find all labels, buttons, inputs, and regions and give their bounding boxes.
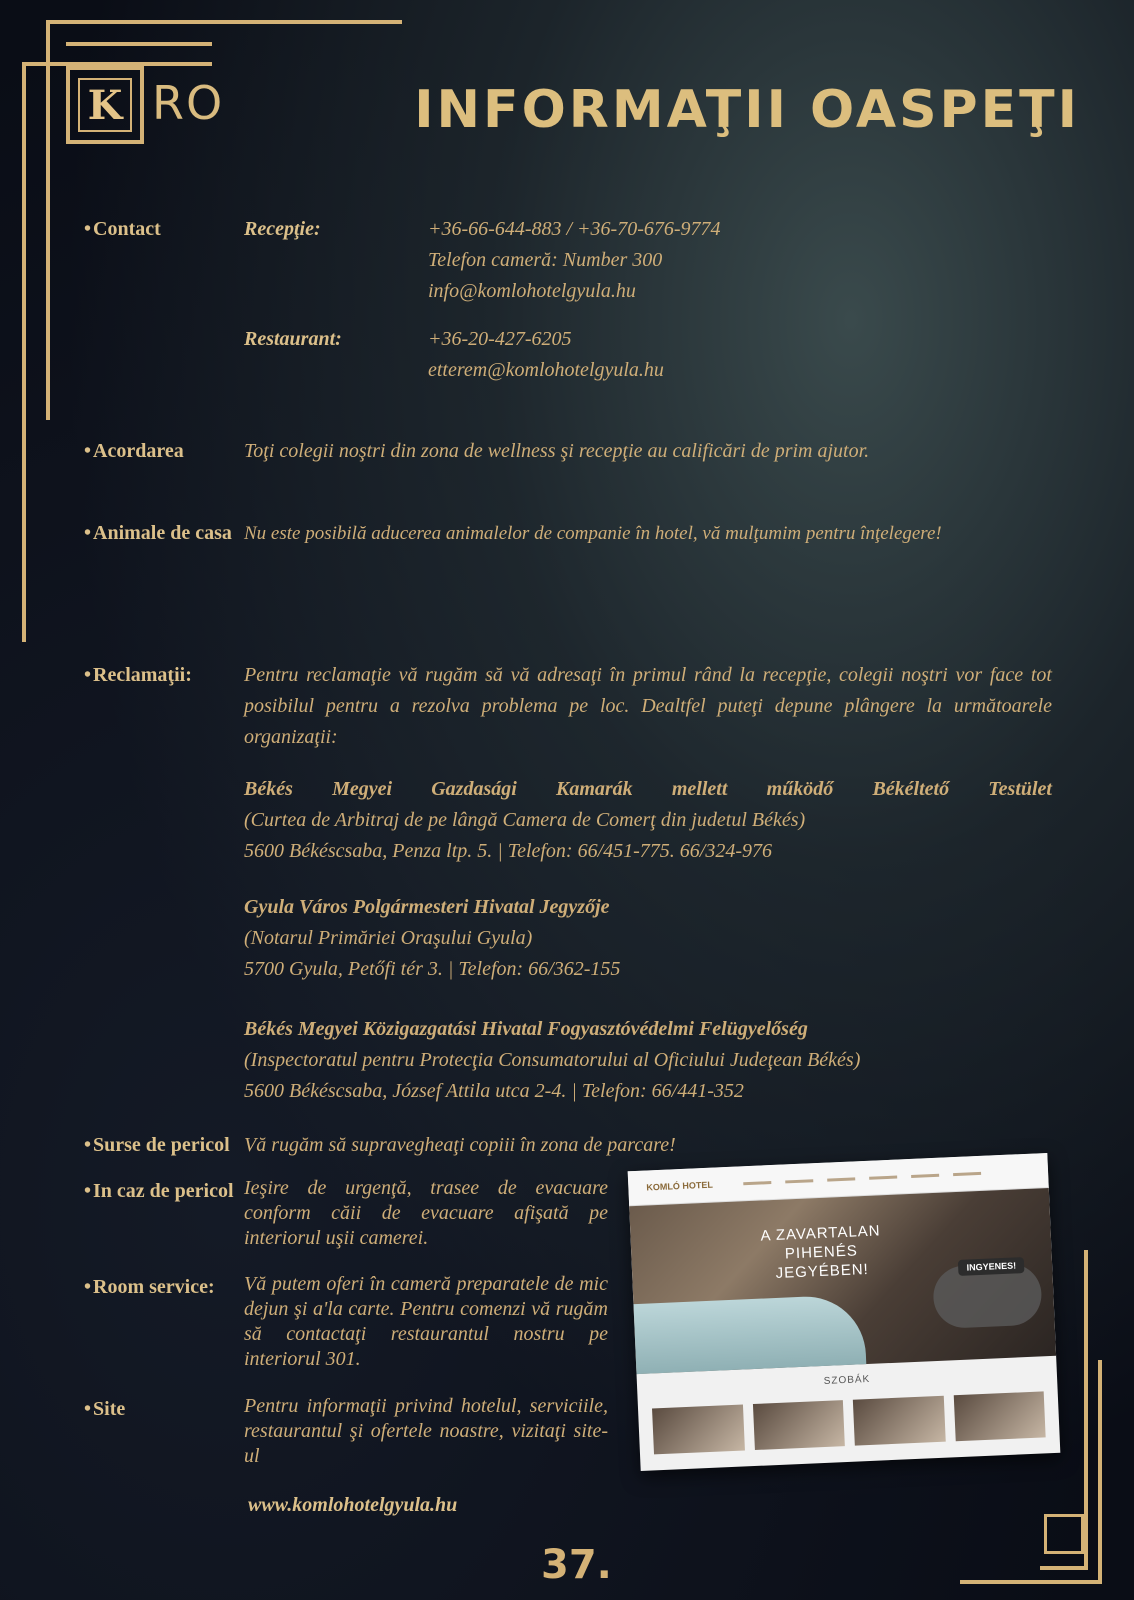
reception-label: Recepţie: [244, 218, 321, 240]
hotel-logo [66, 66, 144, 144]
pets-text: Nu este posibilă aducerea animalelor de companie în hotel, vă mulţumim pentru înţelegere! [244, 523, 942, 544]
org1-ro: (Curtea de Arbitraj de pe lângă Camera de Comerţ din judetul Békés) [244, 809, 806, 831]
emergency-label: • In caz de pericol [84, 1180, 234, 1203]
frame-bottom-right-h2 [1040, 1566, 1088, 1570]
reception-email: info@komlohotelgyula.hu [428, 280, 636, 302]
org3-name: Békés Megyei Közigazgatási Hivatal Fogyasztóvédelmi Felügyelőség [244, 1018, 808, 1040]
frame-top-mid [66, 42, 212, 46]
site-url[interactable]: www.komlohotelgyula.hu [248, 1494, 458, 1516]
restaurant-email: etterem@komlohotelgyula.hu [428, 359, 664, 381]
contact-label: • Contact [84, 218, 161, 241]
first-aid-label: • Acordarea [84, 440, 184, 463]
frame-top-outer [46, 20, 402, 24]
org1 [244, 774, 1052, 867]
restaurant-phone: +36-20-427-6205 [428, 328, 572, 350]
hazards-text: Vă rugăm să supravegheaţi copiii în zona de parcare! [244, 1134, 676, 1156]
restaurant-label: Restaurant: [244, 328, 342, 350]
page-title: INFORMAŢII OASPEŢI [414, 80, 1080, 140]
org3 [244, 1014, 1052, 1107]
first-aid-text: Toţi colegii noştri din zona de wellness şi recepţie au calificări de prim ajutor. [244, 440, 870, 462]
reception-details [428, 214, 721, 307]
screenshot-logo: KOMLÓ HOTEL [646, 1179, 714, 1193]
screenshot-section-title: SZOBÁK [823, 1373, 871, 1387]
screenshot-nav [743, 1171, 981, 1184]
reception-phone: +36-66-644-883 / +36-70-676-9774 [428, 218, 721, 240]
org3-ro: (Inspectoratul pentru Protecţia Consumatorului al Oficiului Judeţean Békés) [244, 1049, 861, 1071]
website-screenshot [628, 1153, 1061, 1471]
room-thumbnail [853, 1396, 945, 1446]
site-label: • Site [84, 1398, 125, 1421]
room-thumbnail [752, 1400, 844, 1450]
screenshot-hero [629, 1188, 1056, 1374]
frame-bottom-right-v1 [1084, 1250, 1088, 1566]
org2 [244, 892, 1052, 985]
page-number: 37. [541, 1542, 612, 1588]
org2-ro: (Notarul Primăriei Oraşului Gyula) [244, 927, 533, 949]
screenshot-headline: A ZAVARTALAN PIHENÉS JEGYÉBEN! [760, 1222, 881, 1282]
hazards-label: • Surse de pericol [84, 1134, 230, 1157]
room-thumbnail [652, 1405, 744, 1455]
site-text: Pentru informaţii privind hotelul, serviciile, restaurantul şi ofertele noastre, vizitaţi site-ul [244, 1395, 608, 1467]
frame-bottom-right-v2 [1098, 1360, 1102, 1582]
reception-room-phone: Telefon cameră: Number 300 [428, 249, 663, 271]
logo-letter: K [78, 78, 132, 132]
screenshot-badge: INGYENES! [958, 1257, 1024, 1276]
pets-label: • Animale de casa [84, 522, 232, 545]
complaints-label: • Reclamaţii: [84, 664, 192, 687]
frame-bottom-square [1044, 1514, 1084, 1554]
language-code: RO [152, 76, 225, 130]
frame-left-outer [22, 62, 26, 642]
room-thumbnail [953, 1391, 1045, 1441]
org2-address: 5700 Gyula, Petőfi tér 3. | Telefon: 66/362-155 [244, 958, 621, 980]
org3-address: 5600 Békéscsaba, József Attila utca 2-4. | Telefon: 66/441-352 [244, 1080, 744, 1102]
org2-name: Gyula Város Polgármesteri Hivatal Jegyzője [244, 896, 610, 918]
org1-name: Békés Megyei Gazdasági Kamarák mellett működő Békéltető Testület [244, 778, 1052, 800]
frame-bottom-right-h1 [960, 1580, 1102, 1584]
complaints-text: Pentru reclamaţie vă rugăm să vă adresaţi în primul rând la recepţie, colegii noştri vor face tot posibilul pentru a rezolva problema pe loc. Dealtfel puteţi depune plângere la următoarele organizaţii: [244, 664, 1052, 748]
emergency-text: Ieşire de urgenţă, trasee de evacuare conform căii de evacuare afişată pe interiorul uşii camerei. [244, 1177, 608, 1249]
org1-address: 5600 Békéscsaba, Penza ltp. 5. | Telefon: 66/451-775. 66/324-976 [244, 840, 773, 862]
room-service-text: Vă putem oferi în cameră preparatele de mic dejun şi a'la carte. Pentru comenzi vă rugăm să contactaţi restaurantul nostru pe interiorul 301. [244, 1273, 608, 1370]
screenshot-pool-image [633, 1294, 866, 1374]
frame-left-inner [46, 20, 50, 420]
room-service-label: • Room service: [84, 1276, 215, 1299]
restaurant-details [428, 324, 664, 386]
